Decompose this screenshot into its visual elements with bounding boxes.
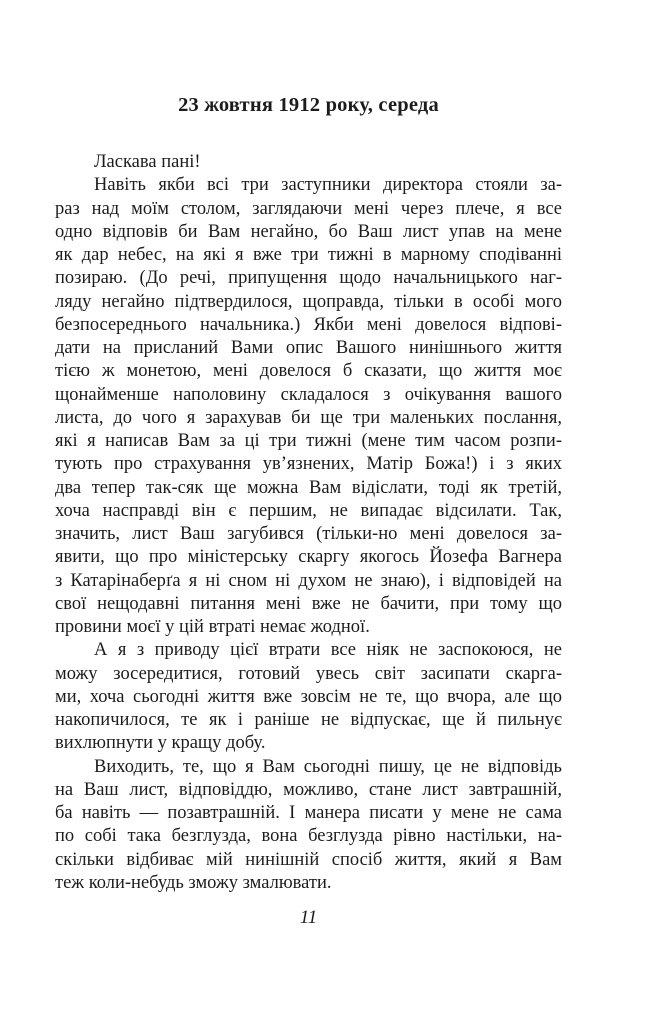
- text-line: листа, до чого я зарахував би ще три маленьких послання,: [55, 407, 562, 428]
- paragraph: [55, 174, 562, 639]
- text-line: А я з приводу цієї втрати все ніяк не заспокоюся, не: [94, 640, 562, 661]
- text-line: Виходить, те, що я Вам сьогодні пишу, це не відповідь: [94, 756, 562, 777]
- text-line: свої нещодавні питання мені вже не бачити, при тому що: [55, 593, 562, 614]
- text-line: два тепер так-сяк ще можна Вам відіслати, тоді як третій,: [55, 477, 562, 498]
- text-line: вихлюпнути у кращу добу.: [55, 733, 266, 754]
- text-line: провини моєї у цій втраті немає жодної.: [55, 617, 370, 637]
- text-line: хоча насправді він є першим, не випадає відсилати. Так,: [55, 500, 562, 521]
- text-line: щонайменше наполовину складалося з очікування вашого: [55, 384, 562, 405]
- text-line: ба навіть — позавтрашній. І манера писати у мене не сама: [55, 803, 562, 823]
- text-line: ми, хоча сьогодні життя вже зовсім не те, що вчора, але що: [55, 686, 562, 707]
- text-line: явити, що про міністерську скаргу якогось Йозефа Вагнера: [55, 547, 562, 568]
- text-line: як дар небес, на які я вже три тижні в марному сподіванні: [55, 245, 562, 265]
- page-number: 11: [299, 907, 318, 928]
- letter-body: [55, 151, 562, 895]
- text-line: безпосереднього начальника.) Якби мені довелося відпові-: [55, 314, 562, 335]
- text-line: тують про страхування ув’язнених, Матір Божа!) і з яких: [55, 454, 562, 475]
- text-line: ляду негайно підтвердилося, щоправда, тільки в особі мого: [55, 291, 562, 312]
- text-line: раз над моїм столом, заглядаючи мені через плече, я все: [55, 198, 562, 219]
- text-line: тією ж монетою, мені довелося б сказати, що життя моє: [55, 361, 562, 382]
- text-line: позираю. (До речі, припущення щодо начальницького наг-: [55, 268, 562, 289]
- text-line: значить, лист Ваш загубився (тільки-но мені довелося за-: [55, 524, 562, 544]
- paragraph: [55, 756, 562, 896]
- text-line: накопичилося, те як і раніше не відпускає, ще й пильнує: [55, 710, 562, 730]
- text-line: можу зосередитися, готовий увесь світ засипати скарга-: [55, 663, 562, 684]
- text-line: з Катарінаберґа я ні сном ні духом не знаю), і відповідей на: [55, 570, 562, 591]
- text-line: по собі така безглузда, вона безглузда рівно настільки, на-: [55, 826, 562, 847]
- text-line: скільки відбиває мій нинішній спосіб життя, який я Вам: [55, 849, 562, 870]
- text-line: одно відповів би Вам негайно, бо Ваш лист упав на мене: [55, 221, 562, 242]
- date-heading: 23 жовтня 1912 року, середа: [178, 94, 439, 116]
- text-line: теж коли-небудь зможу змалювати.: [55, 872, 332, 893]
- text-line: дати на присланий Вами опис Вашого нинішнього життя: [55, 338, 562, 358]
- text-line: які я написав Вам за ці три тижні (мене тим часом розпи-: [55, 431, 562, 451]
- text-line: Навіть якби всі три заступники директора стояли за-: [94, 175, 562, 196]
- paragraph: [55, 639, 562, 755]
- text-line: на Ваш лист, відповіддю, можливо, стане лист завтрашній,: [55, 779, 562, 800]
- greeting-line: Ласкава пані!: [94, 152, 201, 172]
